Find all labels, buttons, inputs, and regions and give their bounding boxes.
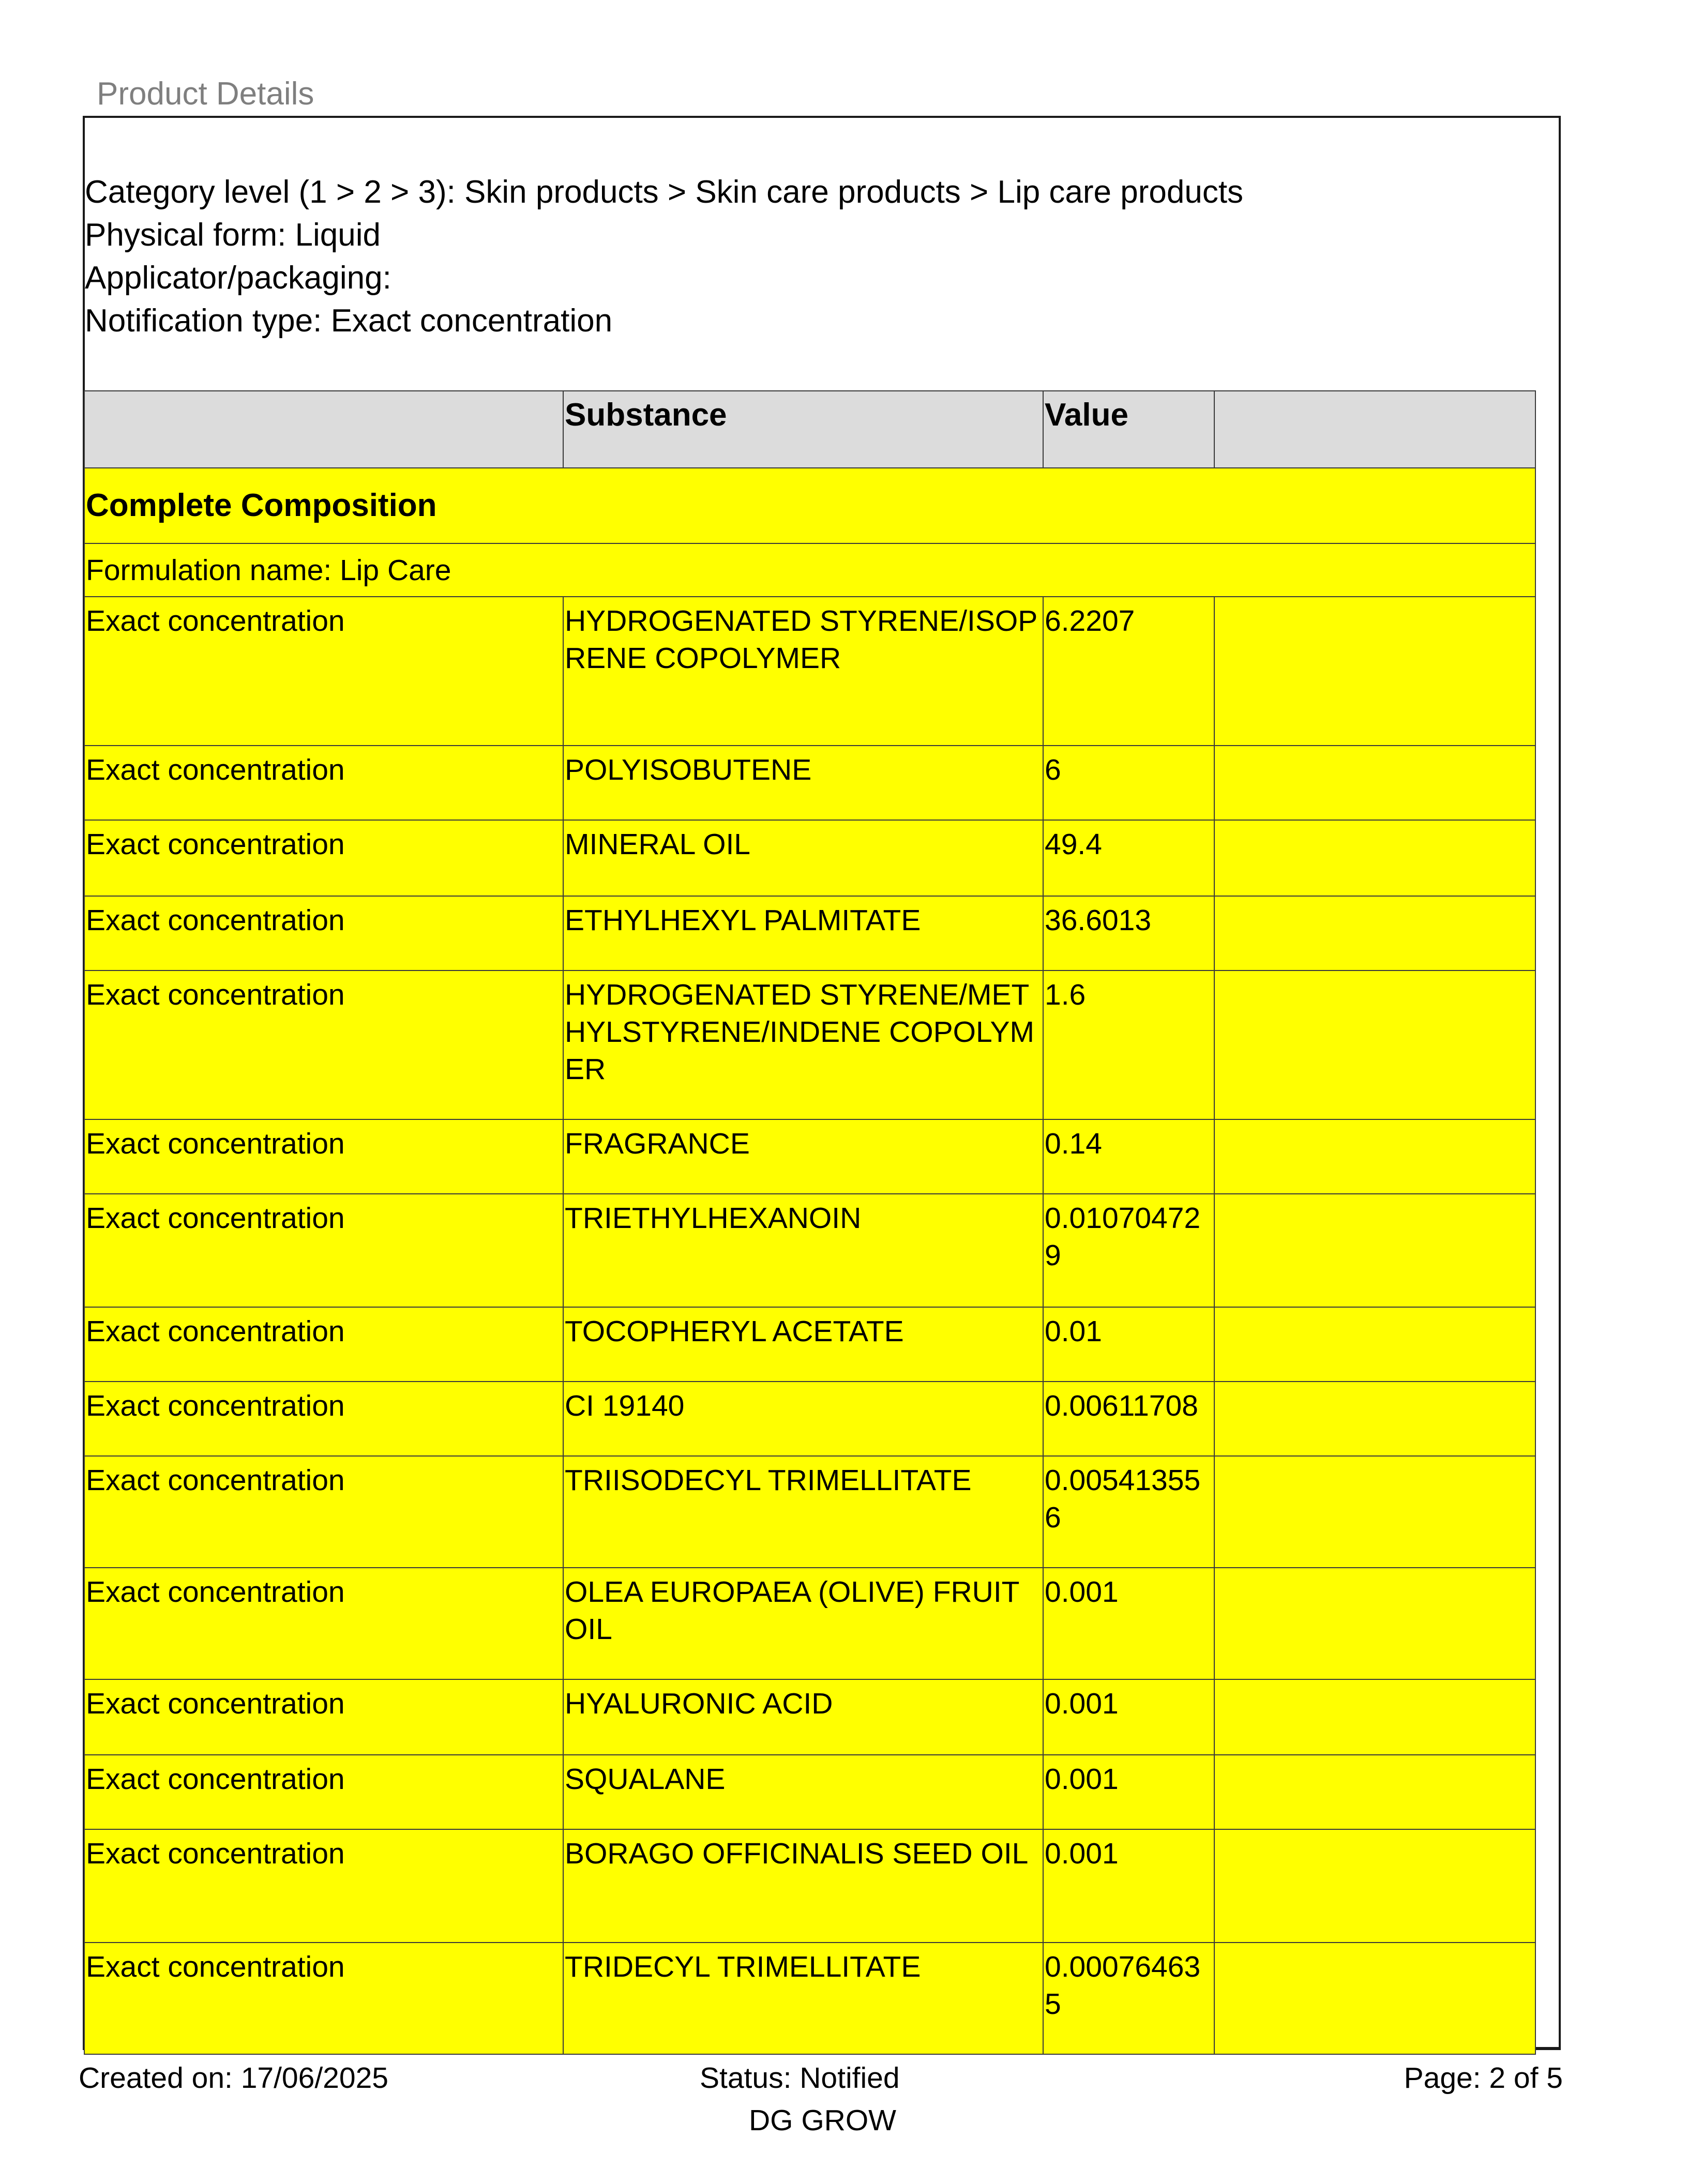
- table-row: [84, 1194, 1535, 1307]
- cell-substance: TOCOPHERYL ACETATE: [563, 1307, 1043, 1382]
- cell-type: Exact concentration: [84, 970, 563, 1119]
- cell-value: 0.001: [1043, 1679, 1214, 1755]
- cell-extra: [1214, 1194, 1535, 1307]
- cell-value: 0.001: [1043, 1829, 1214, 1943]
- section-row: [84, 468, 1535, 543]
- table-row: [84, 970, 1535, 1119]
- table-row: [84, 746, 1535, 820]
- cell-extra: [1214, 1119, 1535, 1194]
- applicator-packaging: Applicator/packaging:: [85, 260, 391, 296]
- table-row: [84, 1755, 1535, 1829]
- formulation-label: Formulation name: Lip Care: [84, 543, 1535, 597]
- cell-substance: TRIISODECYL TRIMELLITATE: [563, 1456, 1043, 1568]
- table-row: [84, 820, 1535, 896]
- cell-extra: [1214, 1568, 1535, 1679]
- cell-type: Exact concentration: [84, 1679, 563, 1755]
- cell-type: Exact concentration: [84, 1194, 563, 1307]
- cell-type: Exact concentration: [84, 1382, 563, 1456]
- cell-type: Exact concentration: [84, 1119, 563, 1194]
- footer-status: Status: Notified: [700, 2061, 900, 2095]
- cell-type: Exact concentration: [84, 820, 563, 896]
- cell-value: 0.005413556: [1043, 1456, 1214, 1568]
- header-value: Value: [1043, 391, 1214, 468]
- cell-substance: HYDROGENATED STYRENE/ISOPRENE COPOLYMER: [563, 597, 1043, 746]
- cell-extra: [1214, 1943, 1535, 2054]
- footer-created-on: Created on: 17/06/2025: [79, 2061, 388, 2095]
- cell-substance: SQUALANE: [563, 1755, 1043, 1829]
- cell-extra: [1214, 597, 1535, 746]
- section-label: Complete Composition: [84, 468, 1535, 543]
- cell-substance: BORAGO OFFICINALIS SEED OIL: [563, 1829, 1043, 1943]
- cell-value: 0.010704729: [1043, 1194, 1214, 1307]
- header-type: [84, 391, 563, 468]
- cell-substance: TRIDECYL TRIMELLITATE: [563, 1943, 1043, 2054]
- cell-extra: [1214, 970, 1535, 1119]
- cell-value: 0.01: [1043, 1307, 1214, 1382]
- table-header-row: [84, 391, 1535, 468]
- notification-type: Notification type: Exact concentration: [85, 303, 613, 339]
- table-row: [84, 1568, 1535, 1679]
- table-row: [84, 1943, 1535, 2054]
- cell-value: 6: [1043, 746, 1214, 820]
- cell-value: 36.6013: [1043, 896, 1214, 970]
- cell-substance: ETHYLHEXYL PALMITATE: [563, 896, 1043, 970]
- cell-extra: [1214, 1679, 1535, 1755]
- cell-type: Exact concentration: [84, 896, 563, 970]
- cell-substance: FRAGRANCE: [563, 1119, 1043, 1194]
- table-row: [84, 1829, 1535, 1943]
- cell-type: Exact concentration: [84, 1456, 563, 1568]
- cell-value: 0.001: [1043, 1755, 1214, 1829]
- cell-value: 1.6: [1043, 970, 1214, 1119]
- formulation-row: [84, 543, 1535, 597]
- cell-value: 0.00611708: [1043, 1382, 1214, 1456]
- cell-value: 0.14: [1043, 1119, 1214, 1194]
- cell-value: 0.000764635: [1043, 1943, 1214, 2054]
- cell-substance: TRIETHYLHEXANOIN: [563, 1194, 1043, 1307]
- cell-substance: POLYISOBUTENE: [563, 746, 1043, 820]
- cell-extra: [1214, 746, 1535, 820]
- cell-extra: [1214, 1755, 1535, 1829]
- cell-extra: [1214, 1456, 1535, 1568]
- table-row: [84, 896, 1535, 970]
- footer-organization: DG GROW: [749, 2104, 896, 2137]
- table-row: [84, 1679, 1535, 1755]
- table-row: [84, 597, 1535, 746]
- cell-substance: HYALURONIC ACID: [563, 1679, 1043, 1755]
- table-row: [84, 1382, 1535, 1456]
- cell-type: Exact concentration: [84, 1568, 563, 1679]
- cell-type: Exact concentration: [84, 597, 563, 746]
- product-meta: [85, 171, 1243, 342]
- table-row: [84, 1119, 1535, 1194]
- section-title: Product Details: [97, 76, 314, 112]
- composition-table: [84, 390, 1536, 2055]
- cell-type: Exact concentration: [84, 1307, 563, 1382]
- cell-value: 6.2207: [1043, 597, 1214, 746]
- cell-value: 0.001: [1043, 1568, 1214, 1679]
- cell-type: Exact concentration: [84, 1755, 563, 1829]
- footer-page-number: Page: 2 of 5: [1404, 2061, 1563, 2095]
- physical-form: Physical form: Liquid: [85, 217, 381, 253]
- header-extra: [1214, 391, 1535, 468]
- cell-substance: HYDROGENATED STYRENE/METHYLSTYRENE/INDENE COPOLYMER: [563, 970, 1043, 1119]
- table-row: [84, 1307, 1535, 1382]
- cell-type: Exact concentration: [84, 1829, 563, 1943]
- cell-extra: [1214, 820, 1535, 896]
- cell-substance: OLEA EUROPAEA (OLIVE) FRUIT OIL: [563, 1568, 1043, 1679]
- cell-type: Exact concentration: [84, 746, 563, 820]
- cell-substance: CI 19140: [563, 1382, 1043, 1456]
- cell-type: Exact concentration: [84, 1943, 563, 2054]
- cell-extra: [1214, 1307, 1535, 1382]
- cell-extra: [1214, 896, 1535, 970]
- cell-extra: [1214, 1829, 1535, 1943]
- category-level: Category level (1 > 2 > 3): Skin products > Skin care products > Lip care products: [85, 174, 1244, 210]
- cell-value: 49.4: [1043, 820, 1214, 896]
- header-substance: Substance: [563, 391, 1043, 468]
- cell-extra: [1214, 1382, 1535, 1456]
- cell-substance: MINERAL OIL: [563, 820, 1043, 896]
- table-row: [84, 1456, 1535, 1568]
